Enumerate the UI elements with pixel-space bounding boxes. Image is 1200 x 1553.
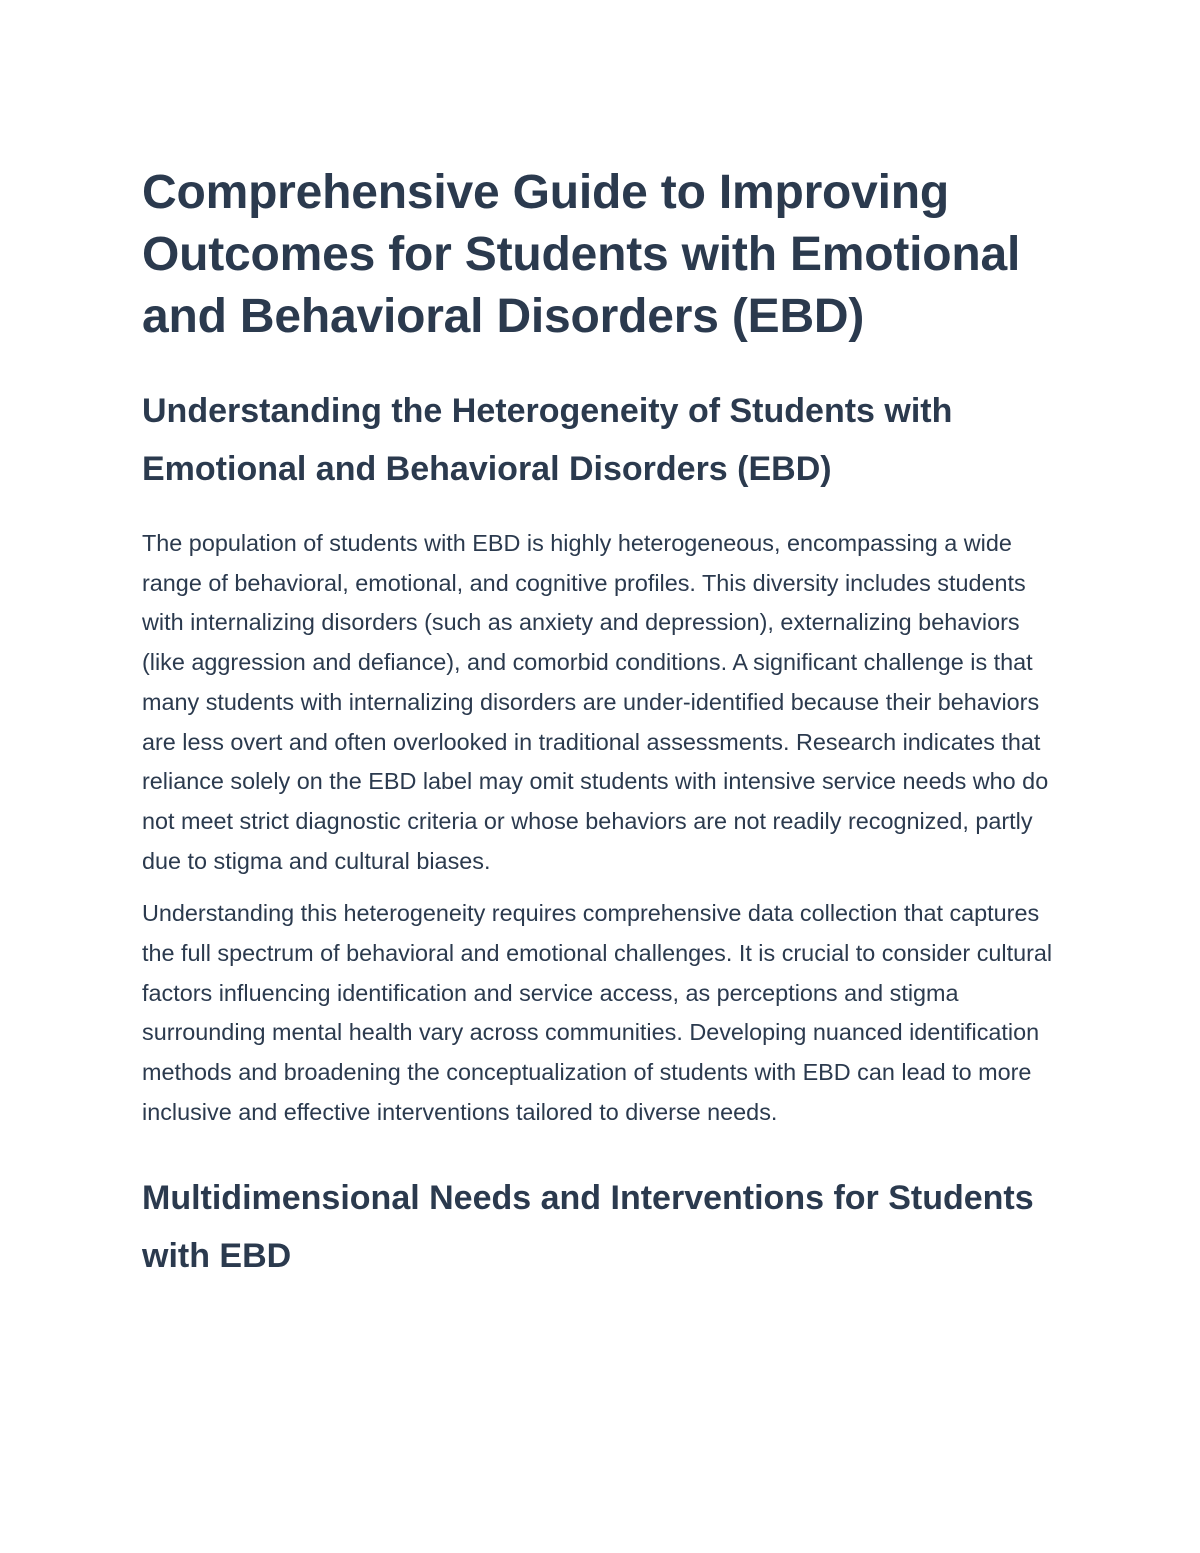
document-title: Comprehensive Guide to Improving Outcomes for Students with Emotional and Behavioral Disorders (EBD) — [142, 166, 1021, 343]
paragraph-heterogeneity-1: The population of students with EBD is highly heterogeneous, encompassing a wide range of behavioral, emotional, and cognitive profiles. This diversity includes students with internalizing disorders (such as anxiety and depression), externalizing behaviors (like aggression and defiance), and comorbid conditions. A significant challenge is that many students with internalizing disorders are under-identified because their behaviors are less overt and often overlooked in traditional assessments. Research indicates that reliance solely on the EBD label may omit students with intensive service needs who do not meet strict diagnostic criteria or whose behaviors are not readily recognized, partly due to stigma and cultural biases. — [142, 530, 1049, 874]
paragraph-heterogeneity-2: Understanding this heterogeneity requires comprehensive data collection that captures the full spectrum of behavioral and emotional challenges. It is crucial to consider cultural factors influencing identification and service access, as perceptions and stigma surrounding mental health vary across communities. Developing nuanced identification methods and broadening the conceptualization of students with EBD can lead to more inclusive and effective interventions tailored to diverse needs. — [142, 900, 1053, 1125]
section-heading-heterogeneity: Understanding the Heterogeneity of Students with Emotional and Behavioral Disorders (EBD) — [142, 392, 953, 488]
section-heading-multidimensional-needs: Multidimensional Needs and Interventions for Students with EBD — [142, 1178, 1034, 1275]
document-page — [142, 162, 1062, 1285]
